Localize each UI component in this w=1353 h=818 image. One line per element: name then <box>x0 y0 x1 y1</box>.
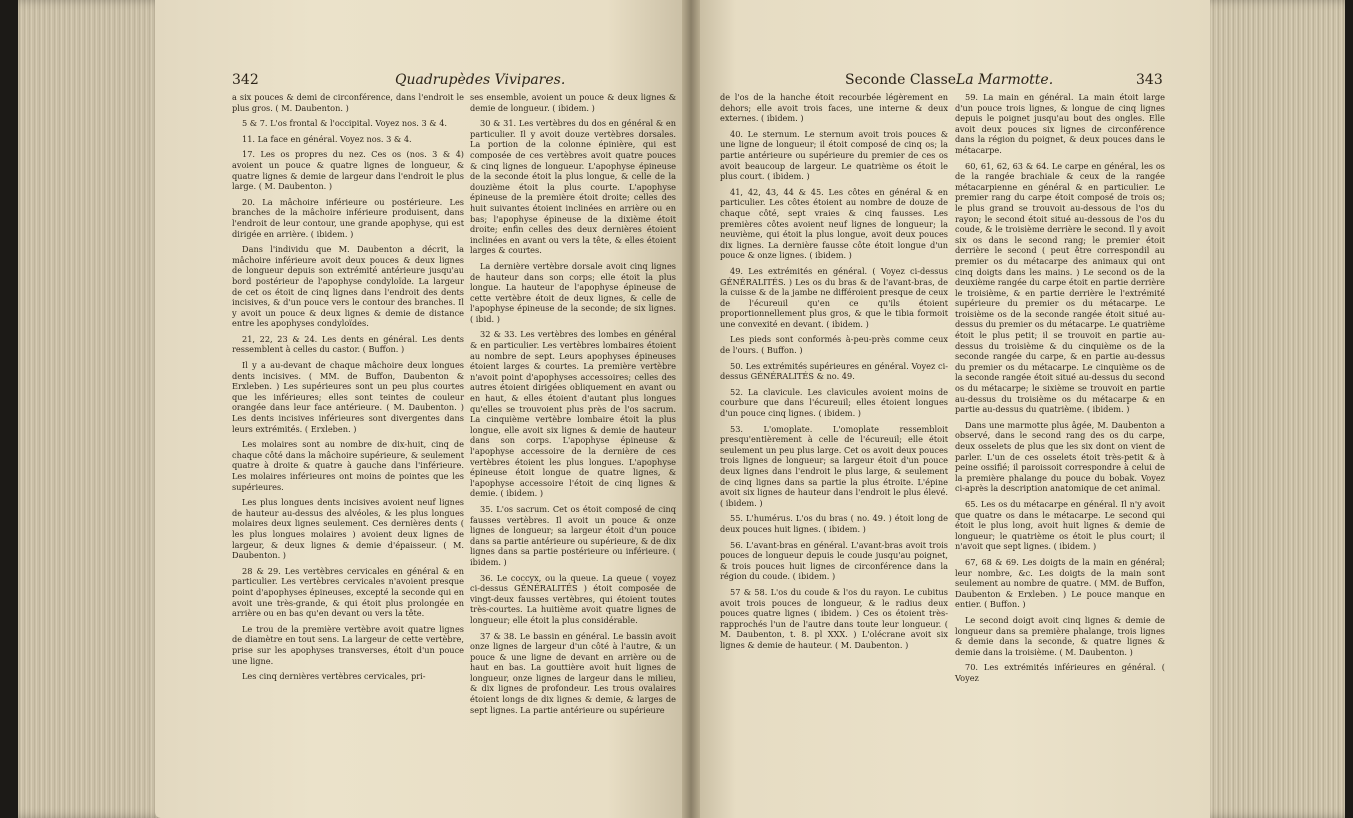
paragraph: 32 & 33. Les vertèbres des lombes en général & en particulier. Les vertèbres lombaires étoient au nombre de sept. Leurs apophyses épineuses étoient larges & courtes. La première vertèbre n'avoit point d'apophyses accessoires; celles des autres étoient dirigées obliquement en avant ou en haut, & elles étoient d'autant plus longues qu'elles se trouvoient plus près de l'os sacrum. La cinquième vertèbre lombaire étoit la plus longue, elle avoit six lignes & demie de hauteur dans son corps. L'apophyse épineuse & l'apophyse accessoire de la dernière de ces vertèbres étoient les plus longues. L'apophyse épineuse étoit longue de quatre lignes, & l'apophyse accessoire l'étoit de cinq lignes & demie. ( ibidem. ) <box>470 329 676 499</box>
paragraph: Il y a au-devant de chaque mâchoire deux longues dents incisives. ( MM. de Buffon, Daubenton & Erxleben. ) Les supérieures sont un peu plus courtes que les inférieures; elles sont teintes de couleur orangée dans leur face antérieure. ( M. Daubenton. ) Les dents incisives inférieures sont divergentes dans leurs extrémités. ( Erxleben. ) <box>232 360 464 434</box>
book-gutter <box>682 0 700 818</box>
paragraph: 28 & 29. Les vertèbres cervicales en général & en particulier. Les vertèbres cervicales n'avoient presque point d'apophyses épineuses, excepté la seconde qui en avoit une très-grande, & qui étoit plus prolongée en arrière ou en bas qu'en devant ou vers la tête. <box>232 565 464 619</box>
paragraph: 41, 42, 43, 44 & 45. Les côtes en général & en particulier. Les côtes étoient au nombre de douze de chaque côté, sept vraies & cinq fausses. Les premières côtes avoient neuf lignes de longueur; la neuvième, qui étoit la plus longue, avoit deux pouces dix lignes. La dernière fausse côte étoit longue d'un pouce & onze lignes. ( ibidem. ) <box>720 186 948 261</box>
paragraph: 53. L'omoplate. L'omoplate ressembloit presqu'entièrement à celle de l'écureuil; elle étoit seulement un peu plus large. Cet os avoit deux pouces trois lignes de longueur; sa largeur étoit d'un pouce deux lignes dans l'endroit le plus large, & seulement de cinq lignes dans sa partie la plus étroite. L'épine avoit six lignes de hauteur dans l'endroit le plus élevé. ( ibidem. ) <box>720 423 948 508</box>
right-page-number: 343 <box>1136 72 1163 88</box>
paragraph: 49. Les extrémités en général. ( Voyez ci-dessus GÉNÉRALITÉS. ) Les os du bras & de l'avant-bras, de la cuisse & de la jambe ne différoient presque de ceux de l'écureuil qu'en ce qu'ils étoient proportionnellement plus gros, & que le tibia formoit une convexité en devant. ( ibidem. ) <box>720 265 948 329</box>
right-running-head-section: Seconde Classe. <box>845 72 961 88</box>
paragraph: Dans l'individu que M. Daubenton a décrit, la mâchoire inférieure avoit deux pouces & deux lignes de longueur depuis son extrémité antérieure jusqu'au bord postérieur de l'apophyse condyloïde. La largeur de cet os étoit de cinq lignes dans l'endroit des dents incisives, & d'un pouce vers le contour des branches. Il y avoit un pouce & deux lignes & demie de distance entre les apophyses condyloïdes. <box>232 244 464 329</box>
paragraph: Les molaires sont au nombre de dix-huit, cinq de chaque côté dans la mâchoire supérieure, & seulement quatre à droite & quatre à gauche dans l'inférieure. Les molaires inférieures ont moins de pointes que les supérieures. <box>232 439 464 492</box>
paragraph: 21, 22, 23 & 24. Les dents en général. Les dents ressemblent à celles du castor. ( Buffon. ) <box>232 333 464 355</box>
paragraph: 11. La face en général. Voyez nos. 3 & 4. <box>242 133 412 144</box>
paragraph: de l'os de la hanche étoit recourbée légèrement en dehors; elle avoit trois faces, une interne & deux externes. ( ibidem. ) <box>720 92 948 124</box>
paragraph: Le second doigt avoit cinq lignes & demie de longueur dans sa première phalange, trois lignes & demie dans la seconde, & quatre lignes & demie dans la troisième. ( M. Daubenton. ) <box>955 614 1165 657</box>
paragraph: 30 & 31. Les vertèbres du dos en général & en particulier. Il y avoit douze vertèbres dorsales. La portion de la colonne épinière, qui est composée de ces vertèbres avoit quatre pouces & cinq lignes de longueur. L'apophyse épineuse de la seconde étoit la plus longue, & celle de la douzième étoit la plus courte. L'apophyse épineuse de la première étoit droite; celles des huit suivantes étoient inclinées en arrière ou en bas; l'apophyse épineuse de la dixième étoit droite; enfin celles des deux dernières étoient inclinées en avant ou vers la tête, & elles étoient larges & courtes. <box>470 118 676 256</box>
paragraph: 36. Le coccyx, ou la queue. La queue ( voyez ci-dessus GÉNÉRALITÉS ) étoit composée de vingt-deux fausses vertèbres, qui étoient toutes très-courtes. La huitième avoit quatre lignes de longueur; elle étoit la plus considérable. <box>470 572 676 625</box>
paragraph: 20. La mâchoire inférieure ou postérieure. Les branches de la mâchoire inférieure produisent, dans l'endroit de leur contour, une grande apophyse, qui est dirigée en arrière. ( ibidem. ) <box>232 196 464 239</box>
right-running-head-title: La Marmotte. <box>956 72 1054 88</box>
paragraph: 60, 61, 62, 63 & 64. Le carpe en général, les os de la rangée brachiale & ceux de la rangée métacarpienne en général & en particulier. Le premier rang du carpe étoit composé de trois os; le plus grand se trouvoit au-dessous de l'os du rayon; le second étoit situé au-dessous de l'os du coude, & le troisième derrière le second. Il y avoit six os dans le second rang; le premier étoit derrière le second ( peut être correspondil au premier os du métacarpe des animaux qui ont cinq doigts dans les mains. ) Le second os de la deuxième rangée du carpe étoit en partie derrière le troisième, & en partie derrière le l'extrémité supérieure du premier os du métacarpe. Le troisième os de la seconde rangée étoit situé au-dessus du premier os du métacarpe. Le quatrième étoit le plus petit; il se trouvoit en partie au-dessus du troisième & du cinquième os de la seconde rangée du carpe, & en partie au-dessus du premier os du métacarpe. Le cinquième os de la seconde rangée étoit situé au-dessus du second os du métacarpe; le sixième se trouvoit en partie au-dessus du troisième os du métacarpe & en partie au-dessus du quatrième. ( ibidem. ) <box>955 160 1165 415</box>
right-page-edges <box>1195 0 1345 818</box>
paragraph: Le trou de la première vertèbre avoit quatre lignes de diamètre en tout sens. La largeur de cette vertèbre, prise sur les apophyses transverses, étoit d'un pouce une ligne. <box>232 623 464 666</box>
paragraph: ses ensemble, avoient un pouce & deux lignes & demie de longueur. ( ibidem. ) <box>470 92 676 113</box>
left-page-number: 342 <box>232 72 259 88</box>
left-page-column-1 <box>232 92 464 687</box>
right-page-column-1 <box>720 92 948 656</box>
left-page-column-2 <box>470 92 676 720</box>
paragraph: 50. Les extrémités supérieures en général. Voyez ci-dessus GÉNÉRALITÉS & no. 49. <box>720 360 948 382</box>
paragraph: Les pieds sont conformés à-peu-près comme ceux de l'ours. ( Buffon. ) <box>720 334 948 356</box>
paragraph: 52. La clavicule. Les clavicules avoient moins de courbure que dans l'écureuil; elles étoient longues d'un pouce cinq lignes. ( ibidem. ) <box>720 386 948 419</box>
paragraph: 57 & 58. L'os du coude & l'os du rayon. Le cubitus avoit trois pouces de longueur, & le radius deux pouces quatre lignes ( ibidem. ) Ces os étoient très-rapprochés l'un de l'autre dans toute leur longueur. ( M. Daubenton, t. 8. pl XXX. ) L'olécrane avoit six lignes & demie de hauteur. ( M. Daubenton. ) <box>720 586 948 650</box>
paragraph: Les plus longues dents incisives avoient neuf lignes de hauteur au-dessus des alvéoles, & les plus longues molaires deux lignes seulement. Ces dernières dents ( les plus longues molaires ) avoient deux lignes de largeur, & deux lignes & demie d'épaisseur. ( M. Daubenton. ) <box>232 497 464 561</box>
paragraph: 55. L'humérus. L'os du bras ( no. 49. ) étoit long de deux pouces huit lignes. ( ibidem. ) <box>720 513 948 534</box>
paragraph: 35. L'os sacrum. Cet os étoit composé de cinq fausses vertèbres. Il avoit un pouce & onze lignes de longueur; sa largeur étoit d'un pouce dans sa partie antérieure ou supérieure, & de dix lignes dans sa partie postérieure ou inférieure. ( ibidem. ) <box>470 503 676 567</box>
paragraph: 65. Les os du métacarpe en général. Il n'y avoit que quatre os dans le métacarpe. Le second qui étoit le plus long, avoit huit lignes & demie de longueur; le quatrième os étoit le plus court; il n'avoit que sept lignes. ( ibidem. ) <box>955 498 1165 552</box>
paragraph: 67, 68 & 69. Les doigts de la main en général; leur nombre, &c. Les doigts de la main sont seulement au nombre de quatre. ( MM. de Buffon, Daubenton & Erxleben. ) Le pouce manque en entier. ( Buffon. ) <box>955 556 1165 610</box>
paragraph: 56. L'avant-bras en général. L'avant-bras avoit trois pouces de longueur depuis le coude jusqu'au poignet, & trois pouces huit lignes de circonférence dans la région du coude. ( ibidem. ) <box>720 539 948 582</box>
paragraph: Dans une marmotte plus âgée, M. Daubenton a observé, dans le second rang des os du carpe, deux osselets de plus que les six dont on vient de parler. L'un de ces osselets étoit très-petit & à peine ossifié; il paroissoit correspondre à celui de la première phalange du pouce du bobak. Voyez ci-après la description anatomique de cet animal. <box>955 419 1165 494</box>
paragraph: a six pouces & demi de circonférence, dans l'endroit le plus gros. ( M. Daubenton. ) <box>232 92 464 113</box>
left-running-head: Quadrupèdes Vivipares. <box>395 72 566 88</box>
paragraph: La dernière vertèbre dorsale avoit cinq lignes de hauteur dans son corps; elle étoit la plus longue. La hauteur de l'apophyse épineuse de cette vertèbre étoit de deux lignes, & celle de l'apophyse épineuse de la seconde; de six lignes. ( ibid. ) <box>470 260 676 324</box>
paragraph: 59. La main en général. La main étoit large d'un pouce trois lignes, & longue de cinq lignes depuis le poignet jusqu'au bout des ongles. Elle avoit deux pouces six lignes de circonférence dans la région du poignet, & deux pouces dans le métacarpe. <box>955 92 1165 155</box>
paragraph: 40. Le sternum. Le sternum avoit trois pouces & une ligne de longueur; il étoit composé de cinq os; la partie antérieure ou supérieure du premier de ces os avoit beaucoup de largeur. Le quatrième os étoit le plus court. ( ibidem. ) <box>720 128 948 182</box>
paragraph: Les cinq dernières vertèbres cervicales, pri- <box>242 671 426 682</box>
paragraph: 5 & 7. L'os frontal & l'occipital. Voyez nos. 3 & 4. <box>242 118 448 129</box>
paragraph: 70. Les extrémités inférieures en général. ( Voyez <box>955 662 1165 683</box>
paragraph: 17. Les os propres du nez. Ces os (nos. 3 & 4) avoient un pouce & quatre lignes de longueur, & quatre lignes & demie de largeur dans l'endroit le plus large. ( M. Daubenton. ) <box>232 149 464 192</box>
left-page-edges <box>18 0 168 818</box>
paragraph: 37 & 38. Le bassin en général. Le bassin avoit onze lignes de largeur d'un côté à l'autre, & un pouce & une ligne de devant en arrière ou de haut en bas. La gouttière avoit huit lignes de longueur, onze lignes de largeur dans le milieu, & dix lignes de profondeur. Les trous ovalaires étoient longs de dix lignes & demie, & larges de sept lignes. La partie antérieure ou supérieure <box>470 630 676 715</box>
right-page-column-2 <box>955 92 1165 688</box>
